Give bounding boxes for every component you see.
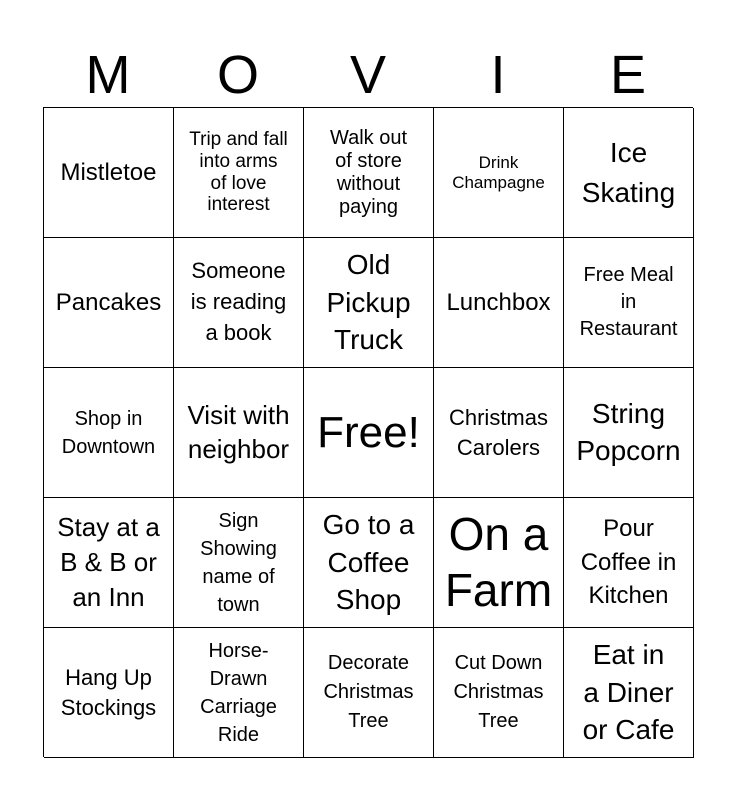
bingo-cell[interactable] (44, 368, 174, 498)
cell-text: On a Farm (444, 508, 553, 616)
bingo-cell[interactable] (44, 238, 174, 368)
bingo-cell[interactable] (434, 238, 564, 368)
bingo-cell[interactable] (304, 108, 434, 238)
bingo-cell[interactable] (304, 498, 434, 628)
cell-text: Free! (317, 407, 420, 457)
cell-text: Hang Up Stockings (60, 664, 157, 720)
bingo-cell[interactable] (434, 628, 564, 758)
bingo-cell[interactable] (174, 368, 304, 498)
bingo-cell[interactable] (44, 108, 174, 238)
header-letter-o: O (216, 45, 259, 105)
header-letter-v: V (349, 45, 387, 105)
cell-text: Stay at a B & B or an Inn (57, 511, 160, 613)
bingo-cell[interactable] (174, 108, 304, 238)
cell-text: Old Pickup Truck (326, 248, 411, 356)
cell-text: Go to a Coffee Shop (322, 508, 415, 616)
cell-text: Free Meal in Restaurant (579, 264, 678, 340)
cell-text: Someone is reading a book (190, 258, 287, 345)
bingo-cell[interactable] (174, 498, 304, 628)
bingo-cell[interactable] (564, 498, 694, 628)
cell-text: String Popcorn (576, 398, 681, 466)
cell-text: Pour Coffee in Kitchen (580, 515, 677, 610)
cell-text: Christmas Carolers (448, 404, 548, 460)
cell-text: Sign Showing name of town (200, 509, 277, 616)
free-space[interactable] (304, 368, 434, 498)
bingo-cell[interactable] (564, 628, 694, 758)
cell-text: Cut Down Christmas Tree (453, 652, 544, 732)
cell-text: Shop in Downtown (61, 407, 156, 458)
bingo-cell[interactable] (564, 368, 694, 498)
header-letter-m: M (85, 45, 131, 105)
cell-text: Pancakes (55, 288, 162, 316)
cell-text: Eat in a Diner or Cafe (582, 638, 675, 746)
header-letter-i: I (490, 45, 506, 105)
bingo-cell[interactable] (564, 108, 694, 238)
bingo-cell[interactable] (434, 108, 564, 238)
cell-text: Mistletoe (60, 158, 157, 186)
cell-text: Walk out of store without paying (329, 126, 408, 218)
bingo-header (43, 40, 693, 110)
cell-text: Ice Skating (581, 137, 676, 208)
header-letter-e: E (609, 45, 647, 105)
cell-text: Lunchbox (446, 288, 551, 316)
bingo-cell[interactable] (174, 238, 304, 368)
bingo-cell[interactable] (44, 628, 174, 758)
cell-text: Horse- Drawn Carriage Ride (200, 639, 277, 746)
bingo-cell[interactable] (304, 628, 434, 758)
bingo-cell[interactable] (174, 628, 304, 758)
cell-text: Visit with neighbor (187, 399, 290, 464)
bingo-cell[interactable] (304, 238, 434, 368)
cell-text: Trip and fall into arms of love interest (189, 128, 288, 216)
bingo-board (43, 107, 693, 757)
bingo-cell[interactable] (434, 498, 564, 628)
bingo-cell[interactable] (44, 498, 174, 628)
bingo-cell[interactable] (434, 368, 564, 498)
cell-text: Drink Champagne (452, 152, 545, 192)
cell-text: Decorate Christmas Tree (323, 652, 414, 732)
bingo-cell[interactable] (564, 238, 694, 368)
